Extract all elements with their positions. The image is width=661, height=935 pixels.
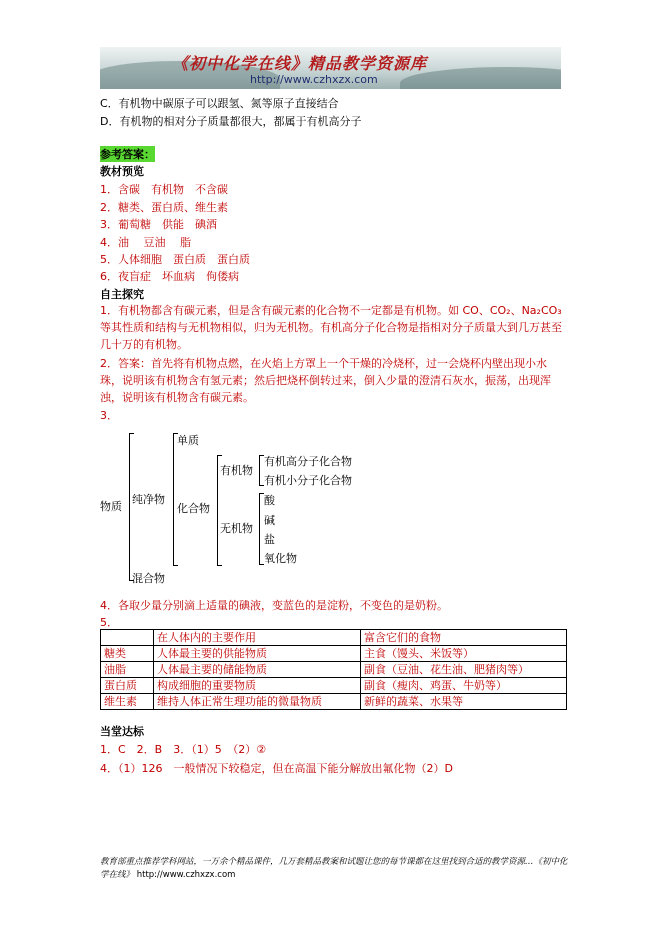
tree-organic-high-label: 有机高分子化合物 xyxy=(264,455,352,468)
list-item: 4．油 豆油 脂 xyxy=(100,236,191,249)
table-cell: 副食（豆油、花生油、肥猪肉等） xyxy=(361,662,567,678)
footer-text: 教育部重点推荐学科网站，一万余个精品课件，几万套精品教案和试题让您的每节课都在这里找到合适的教学资源…《初中化学在线》 xyxy=(100,857,568,880)
table-header-cell: 富含它们的食物 xyxy=(361,630,567,646)
tree-base-label: 碱 xyxy=(264,514,275,527)
tree-mixture-label: 混合物 xyxy=(132,572,165,585)
list-item: 6．夜盲症 坏血病 佝偻病 xyxy=(100,270,239,283)
list-item: 5．人体细胞 蛋白质 蛋白质 xyxy=(100,253,250,266)
table-cell: 糖类 xyxy=(101,646,154,662)
table-cell: 蛋白质 xyxy=(101,678,154,694)
question-5-label: 5． xyxy=(100,616,118,629)
tree-acid-label: 酸 xyxy=(264,494,275,507)
section-heading-explore: 自主探究 xyxy=(100,288,144,301)
table-row xyxy=(101,694,567,710)
table-row xyxy=(101,646,567,662)
table-row xyxy=(101,662,567,678)
tree-inorganic-label: 无机物 xyxy=(220,522,253,535)
table-header-cell: 在人体内的主要作用 xyxy=(154,630,361,646)
table-cell: 副食（瘦肉、鸡蛋、牛奶等） xyxy=(361,678,567,694)
table-cell: 人体最主要的供能物质 xyxy=(154,646,361,662)
tree-element-label: 单质 xyxy=(177,434,199,447)
tree-bracket-line xyxy=(259,455,260,486)
tree-organic-label: 有机物 xyxy=(220,464,253,477)
tree-pure-label: 纯净物 xyxy=(132,493,165,506)
practice-answer-line: 1．C 2．B 3．（1）5 （2）② xyxy=(100,743,267,756)
list-item: 2．糖类、蛋白质、维生素 xyxy=(100,201,228,214)
answers-heading: 参考答案： xyxy=(100,148,155,161)
question-4-answer: 4．各取少量分别滴上适量的碘液，变蓝色的是淀粉，不变色的是奶粉。 xyxy=(100,599,448,612)
section-heading-practice: 当堂达标 xyxy=(100,725,144,738)
footer-url[interactable]: http://www.czhxzx.com xyxy=(136,870,236,880)
table-cell: 构成细胞的重要物质 xyxy=(154,678,361,694)
tree-root-label: 物质 xyxy=(100,500,122,513)
tree-organic-low-label: 有机小分子化合物 xyxy=(264,474,352,487)
nutrient-table xyxy=(100,629,567,710)
table-cell: 主食（馒头、米饭等） xyxy=(361,646,567,662)
table-cell: 维持人体正常生理功能的微量物质 xyxy=(154,694,361,710)
header-banner xyxy=(100,47,561,89)
table-header-row xyxy=(101,630,567,646)
tree-bracket-line xyxy=(217,565,222,566)
question-3-label: 3． xyxy=(100,409,118,422)
page-footer xyxy=(100,856,570,882)
tree-bracket-line xyxy=(173,433,174,566)
list-item: 3．葡萄糖 供能 碘酒 xyxy=(100,218,217,231)
practice-answer-line: 4．（1）126 一般情况下较稳定，但在高温下能分解放出氟化物（2）D xyxy=(100,762,453,775)
section-heading-preview: 教材预览 xyxy=(100,165,144,178)
option-c: C．有机物中碳原子可以跟氢、氮等原子直接结合 xyxy=(100,97,339,110)
tree-compound-label: 化合物 xyxy=(177,502,210,515)
table-cell: 新鲜的蔬菜、水果等 xyxy=(361,694,567,710)
table-cell: 油脂 xyxy=(101,662,154,678)
tree-bracket-line xyxy=(259,493,260,565)
table-row xyxy=(101,678,567,694)
tree-bracket-line xyxy=(173,565,178,566)
tree-salt-label: 盐 xyxy=(264,533,275,546)
banner-url[interactable]: http://www.czhxzx.com xyxy=(250,73,378,86)
list-item: 1．含碳 有机物 不含碳 xyxy=(100,183,228,196)
table-cell: 维生素 xyxy=(101,694,154,710)
tree-bracket-line xyxy=(129,433,134,434)
option-d: D．有机物的相对分子质量都很大，都属于有机高分子 xyxy=(100,115,362,128)
table-cell: 人体最主要的储能物质 xyxy=(154,662,361,678)
tree-bracket-line xyxy=(217,455,222,456)
tree-bracket-line xyxy=(129,433,130,581)
paragraph-answer-1: 1．有机物都含有碳元素，但是含有碳元素的化合物不一定都是有机物。如 CO、CO₂、Na₂CO₃等其性质和结构与无机物相似，归为无机物。有机高分子化合物是指相对分子质量大到几万甚至几十万的有机物。 xyxy=(100,304,562,351)
paragraph-answer-2: 2．答案：首先将有机物点燃，在火焰上方罩上一个干燥的冷烧杯，过一会烧杯内壁出现小水珠，说明该有机物含有氢元素；然后把烧杯倒转过来，倒入少量的澄清石灰水，振荡，出现浑浊，说明该有机物含有碳元素。 xyxy=(100,357,551,404)
tree-oxide-label: 氧化物 xyxy=(264,552,297,565)
tree-bracket-line xyxy=(217,455,218,566)
banner-title: 《初中化学在线》精品教学资源库 xyxy=(172,54,428,73)
table-header-cell xyxy=(101,630,154,646)
